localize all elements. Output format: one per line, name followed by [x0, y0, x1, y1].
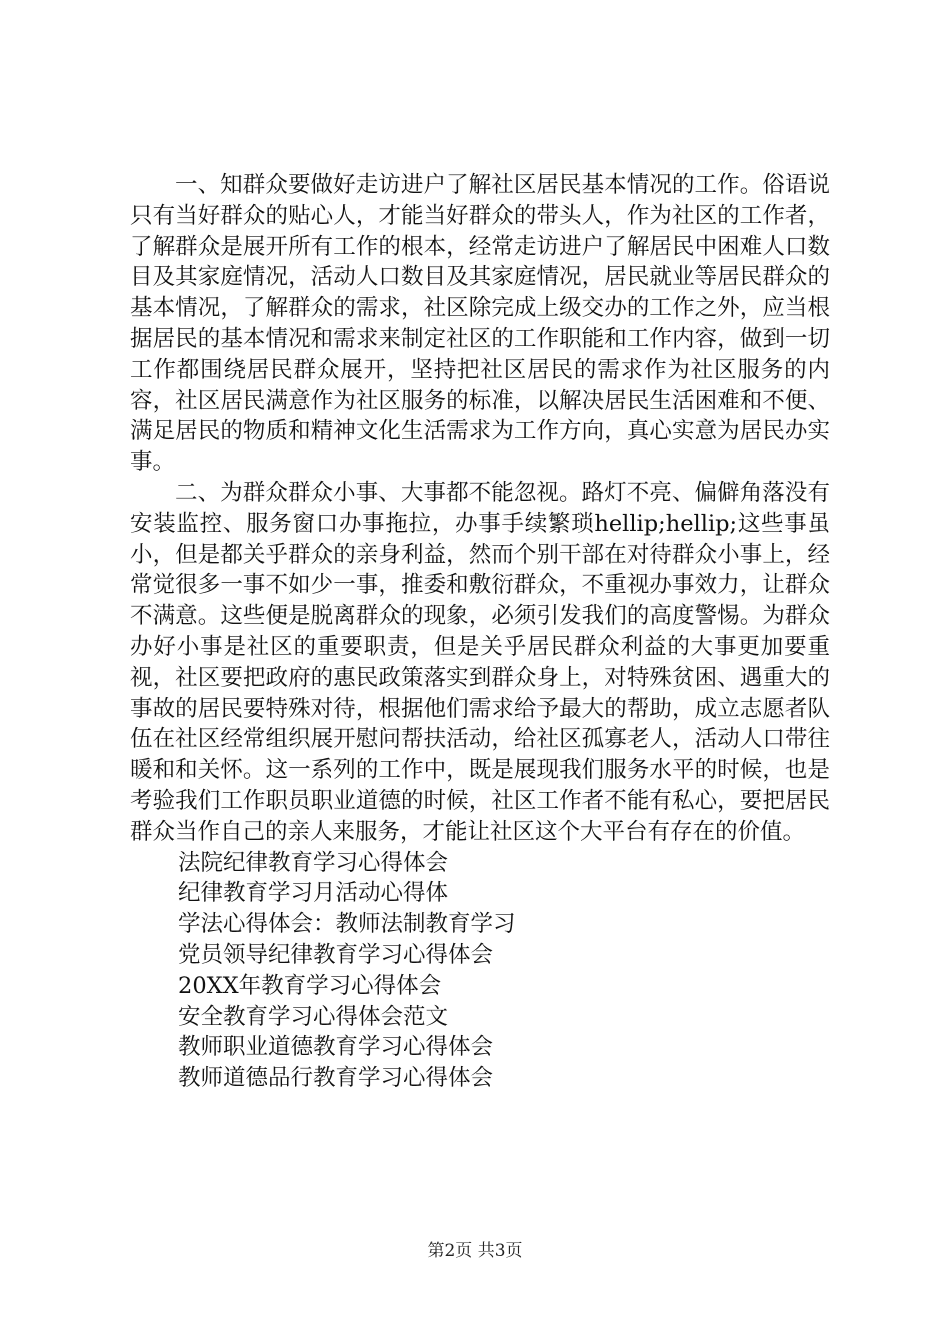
- related-article-item: 安全教育学习心得体会范文: [178, 1003, 449, 1030]
- paragraph-1: 一、知群众要做好走访进户了解社区居民基本情况的工作。俗语说只有当好群众的贴心人，才能当好群众的带头人，作为社区的工作者，了解群众是展开所有工作的根本，经常走访进户了解居民中困难人口数目及其家庭情况，活动人口数目及其家庭情况，居民就业等居民群众的基本情况，了解群众的需求，社区除完成上级交办的工作之外，应当根据居民的基本情况和需求来制定社区的工作职能和工作内容，做到一切工作都围绕居民群众展开，坚持把社区居民的需求作为社区服务的内容，社区居民满意作为社区服务的标准，以解决居民生活困难和不便、满足居民的物质和精神文化生活需求为工作方向，真心实意为居民办实事。: [130, 172, 830, 476]
- related-article-item: 教师职业道德教育学习心得体会: [178, 1034, 494, 1061]
- related-article-item: 法院纪律教育学习心得体会: [178, 849, 449, 876]
- page-number-footer: 第2页 共3页: [427, 1241, 523, 1261]
- related-article-item: 教师道德品行教育学习心得体会: [178, 1065, 494, 1092]
- related-article-item: 学法心得体会：教师法制教育学习: [178, 911, 516, 938]
- document-body: [130, 170, 830, 1094]
- related-articles-list: [130, 848, 830, 1094]
- related-article-item: 党员领导纪律教育学习心得体会: [178, 941, 494, 968]
- related-article-item: 纪律教育学习月活动心得体: [178, 880, 449, 907]
- related-article-item: 20XX年教育学习心得体会: [178, 972, 442, 999]
- paragraph-2: 二、为群众群众小事、大事都不能忽视。路灯不亮、偏僻角落没有安装监控、服务窗口办事拖拉，办事手续繁琐hellip;hellip;这些事虽小，但是都关乎群众的亲身利益，然而个别干部在对待群众小事上，经常觉很多一事不如少一事，推委和敷衍群众，不重视办事效力，让群众不满意。这些便是脱离群众的现象，必须引发我们的高度警惕。为群众办好小事是社区的重要职责，但是关乎居民群众利益的大事更加要重视，社区要把政府的惠民政策落实到群众身上，对特殊贫困、遇重大的事故的居民要特殊对待，根据他们需求给予最大的帮助，成立志愿者队伍在社区经常组织展开慰问帮扶活动，给社区孤寡老人，活动人口带往暖和和关怀。这一系列的工作中，既是展现我们服务水平的时候，也是考验我们工作职员职业道德的时候，社区工作者不能有私心，要把居民群众当作自己的亲人来服务，才能让社区这个大平台有存在的价值。: [130, 479, 830, 845]
